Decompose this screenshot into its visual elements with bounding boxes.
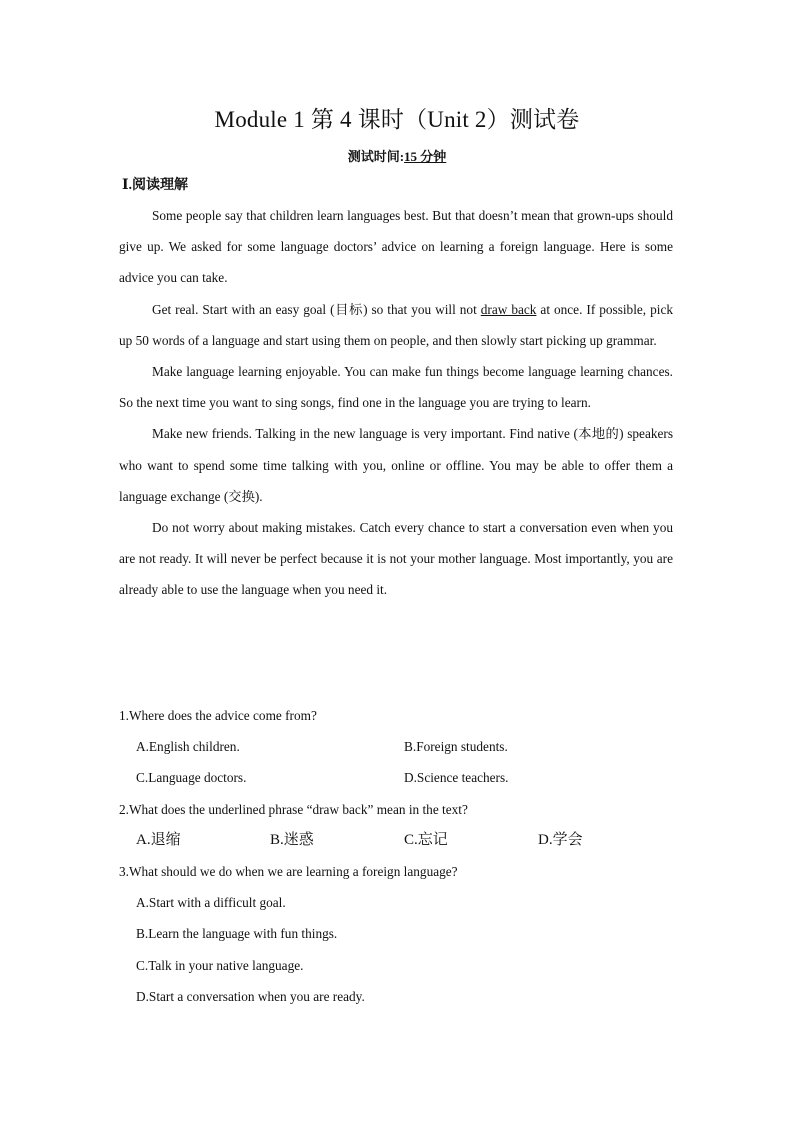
underlined-phrase: draw back bbox=[480, 301, 537, 317]
section-heading: Ⅰ.阅读理解 bbox=[122, 178, 189, 193]
reading-passage bbox=[119, 200, 673, 606]
passage-paragraph: Do not worry about making mistakes. Catch every chance to start a conversation even when you are not ready. It will never be perfect because it is not your mother language. Most importantly, you are already able to use the language when you need it. bbox=[119, 520, 673, 598]
option-a: A.English children. bbox=[136, 739, 240, 755]
question-stem: 1.Where does the advice come from? bbox=[119, 708, 317, 723]
question-3 bbox=[119, 856, 679, 1012]
test-time-value: 15 分钟 bbox=[404, 149, 447, 164]
passage-paragraph: Make language learning enjoyable. You can make fun things become language learning chances. So the next time you want to sing songs, find one in the language you are trying to learn. bbox=[119, 364, 673, 411]
question-2 bbox=[119, 794, 679, 856]
passage-paragraph: Make new friends. Talking in the new language is very important. Find native (本地的) speakers who want to spend some time talking with you, online or offline. You may be able to offer them a language exchange (交换). bbox=[119, 426, 673, 504]
option-a: A.退缩 bbox=[136, 831, 181, 848]
passage-paragraph: Some people say that children learn languages best. But that doesn’t mean that grown-ups should give up. We asked for some language doctors’ advice on learning a foreign language. Here is some advice you can take. bbox=[119, 208, 673, 286]
passage-text: at once. If possible, pick up 50 words of a language and start using them on people, and then slowly start picking up grammar. bbox=[119, 301, 673, 348]
test-time-label: 测试时间: bbox=[347, 149, 405, 164]
option-d: D.Science teachers. bbox=[404, 770, 509, 786]
option-a: A.Start with a difficult goal. bbox=[136, 895, 286, 911]
test-time bbox=[0, 146, 794, 165]
question-stem: 3.What should we do when we are learning a foreign language? bbox=[119, 864, 458, 880]
question-stem: 2.What does the underlined phrase “draw back” mean in the text? bbox=[119, 801, 468, 817]
option-b: B.Foreign students. bbox=[404, 739, 508, 755]
questions-list bbox=[119, 700, 679, 1012]
option-d: D.Start a conversation when you are ready. bbox=[136, 988, 365, 1004]
option-c: C.Language doctors. bbox=[136, 770, 247, 786]
option-b: B.Learn the language with fun things. bbox=[136, 926, 338, 942]
question-1 bbox=[119, 700, 679, 794]
option-c: C.Talk in your native language. bbox=[136, 957, 304, 973]
passage-text: Get real. Start with an easy goal (目标) so that you will not bbox=[152, 301, 481, 317]
option-c: C.忘记 bbox=[404, 831, 448, 848]
page-title: Module 1 第 4 课时（Unit 2）测试卷 bbox=[214, 107, 580, 132]
option-b: B.迷惑 bbox=[270, 831, 314, 848]
option-d: D.学会 bbox=[538, 831, 583, 848]
passage-paragraph bbox=[119, 294, 673, 356]
